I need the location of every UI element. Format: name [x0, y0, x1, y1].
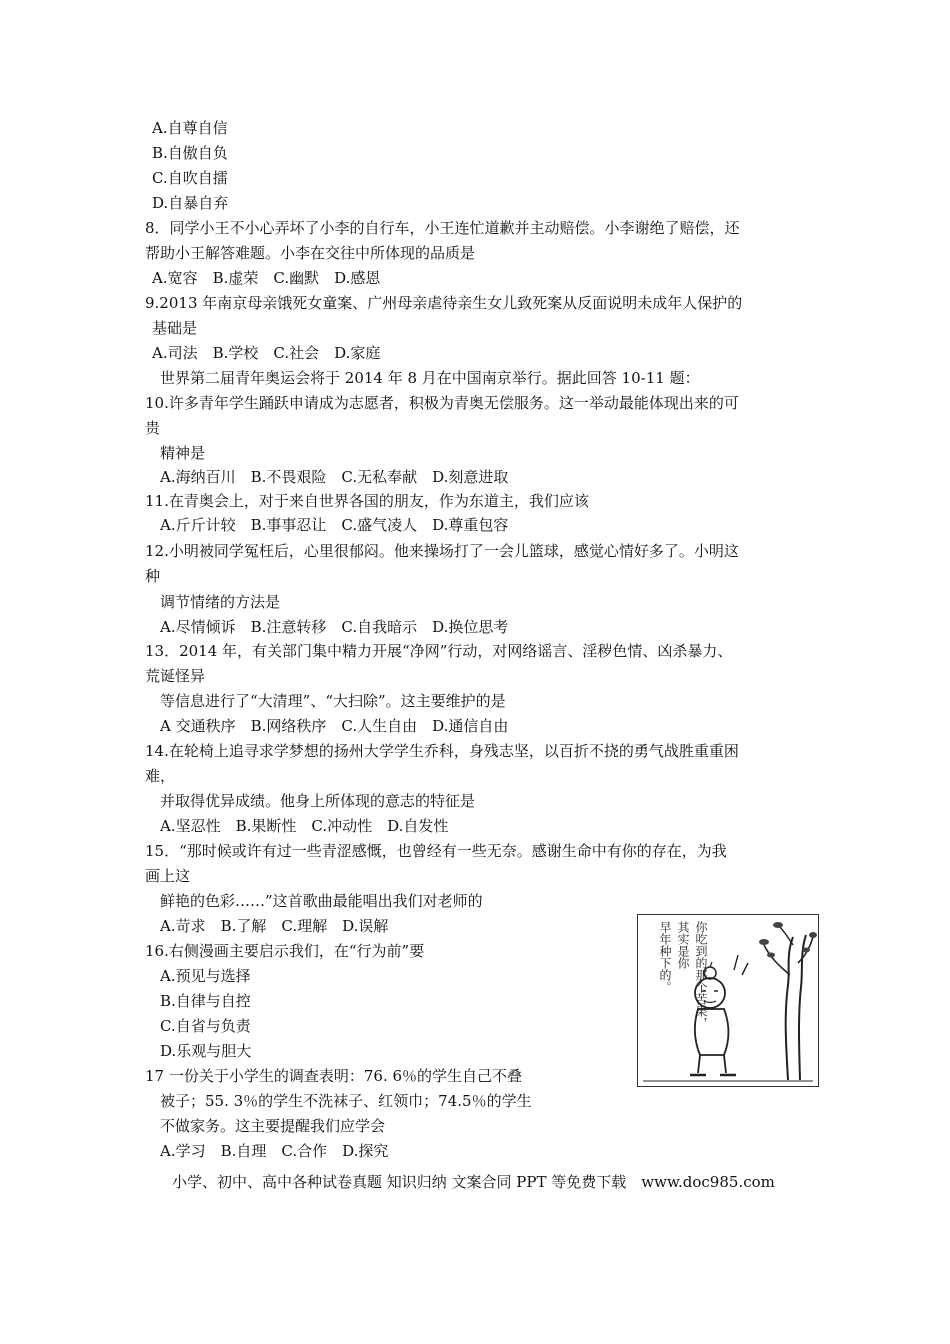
option-7b: B.自傲自负 [152, 144, 228, 162]
question-11: 11.在青奥会上，对于来自世界各国的朋友，作为东道主，我们应该 [145, 492, 589, 510]
options-15: A.苛求 B.了解 C.理解 D.误解 [160, 917, 389, 935]
options-12: A.尽情倾诉 B.注意转移 C.自我暗示 D.换位思考 [160, 618, 509, 636]
options-10: A.海纳百川 B.不畏艰险 C.无私奉献 D.刻意进取 [160, 468, 509, 486]
cartoon-caption-col2: 其实是你 [676, 921, 690, 969]
options-14: A.坚忍性 B.果断性 C.冲动性 D.自发性 [160, 817, 449, 835]
question-9-cont: 基础是 [152, 319, 198, 337]
options-8: A.宽容 B.虚荣 C.幽默 D.感恩 [152, 269, 381, 287]
question-14: 14.在轮椅上追寻求学梦想的扬州大学学生乔科，身残志坚，以百折不挠的勇气战胜重重困 [145, 742, 739, 760]
question-10: 10.许多青年学生踊跃申请成为志愿者，积极为青奥无偿服务。这一举动最能体现出来的可 [145, 394, 739, 412]
option-16c: C.自省与负责 [160, 1017, 251, 1035]
question-12-wrap: 种 [145, 567, 161, 585]
question-8: 8．同学小王不小心弄坏了小李的自行车，小王连忙道歉并主动赔偿。小李谢绝了赔偿，还 [145, 219, 740, 237]
question-15-cont: 鲜艳的色彩……”这首歌曲最能唱出我们对老师的 [160, 892, 483, 910]
question-9: 9.2013 年南京母亲饿死女童案、广州母亲虐待亲生女儿致死案从反面说明未成年人保护的 [145, 294, 743, 312]
question-10-cont: 精神是 [160, 444, 206, 462]
question-14-wrap: 难， [145, 767, 176, 785]
question-13-cont: 等信息进行了“大清理”、“大扫除”。这主要维护的是 [160, 692, 506, 710]
options-17: A.学习 B.自理 C.合作 D.探究 [160, 1142, 389, 1160]
question-15: 15．“那时候或许有过一些青涩感慨，也曾经有一些无奈。感谢生命中有你的存在，为我 [145, 842, 727, 860]
cartoon-illustration [637, 914, 819, 1087]
question-13: 13．2014 年，有关部门集中精力开展“净网”行动，对网络谣言、淫秽色情、凶杀暴力、 [145, 642, 733, 660]
question-8-cont: 帮助小王解答难题。小李在交往中所体现的品质是 [145, 244, 476, 262]
question-14-cont: 并取得优异成绩。他身上所体现的意志的特征是 [160, 792, 476, 810]
question-10-wrap: 贵 [145, 419, 161, 437]
question-16: 16.右侧漫画主要启示我们，在“行为前”要 [145, 942, 425, 960]
options-13: A 交通秩序 B.网络秩序 C.人生自由 D.通信自由 [160, 717, 509, 735]
question-17: 17 一份关于小学生的调查表明：76. 6％的学生自己不叠 [145, 1067, 523, 1085]
option-7d: D.自暴自弃 [152, 194, 229, 212]
page-footer: 小学、初中、高中各种试卷真题 知识归纳 文案合同 PPT 等免费下载 www.doc985.com [172, 1173, 775, 1191]
options-9: A.司法 B.学校 C.社会 D.家庭 [152, 344, 381, 362]
cartoon-caption-col3: 早年种下的。 [658, 921, 672, 993]
option-16a: A.预见与选择 [160, 967, 251, 985]
question-17-cont: 被子；55. 3％的学生不洗袜子、红领巾；74.5％的学生 [160, 1092, 532, 1110]
cartoon-caption-col1: 你吃到的那个苦果， [694, 921, 708, 1029]
question-13-wrap: 荒诞怪异 [145, 667, 206, 685]
option-16b: B.自律与自控 [160, 992, 251, 1010]
options-11: A.斤斤计较 B.事事忍让 C.盛气凌人 D.尊重包容 [160, 516, 509, 534]
question-12-cont: 调节情绪的方法是 [160, 593, 281, 611]
option-16d: D.乐观与胆大 [160, 1042, 252, 1060]
question-15-wrap: 画上这 [145, 867, 191, 885]
question-17-cont2: 不做家务。这主要提醒我们应学会 [160, 1117, 386, 1135]
option-7c: C.自吹自擂 [152, 169, 228, 187]
passage-10-11: 世界第二届青年奥运会将于 2014 年 8 月在中国南京举行。据此回答 10-11 题： [160, 369, 700, 387]
option-7a: A.自尊自信 [152, 119, 228, 137]
question-12: 12.小明被同学冤枉后，心里很郁闷。他来操场打了一会儿篮球，感觉心情好多了。小明这 [145, 542, 739, 560]
